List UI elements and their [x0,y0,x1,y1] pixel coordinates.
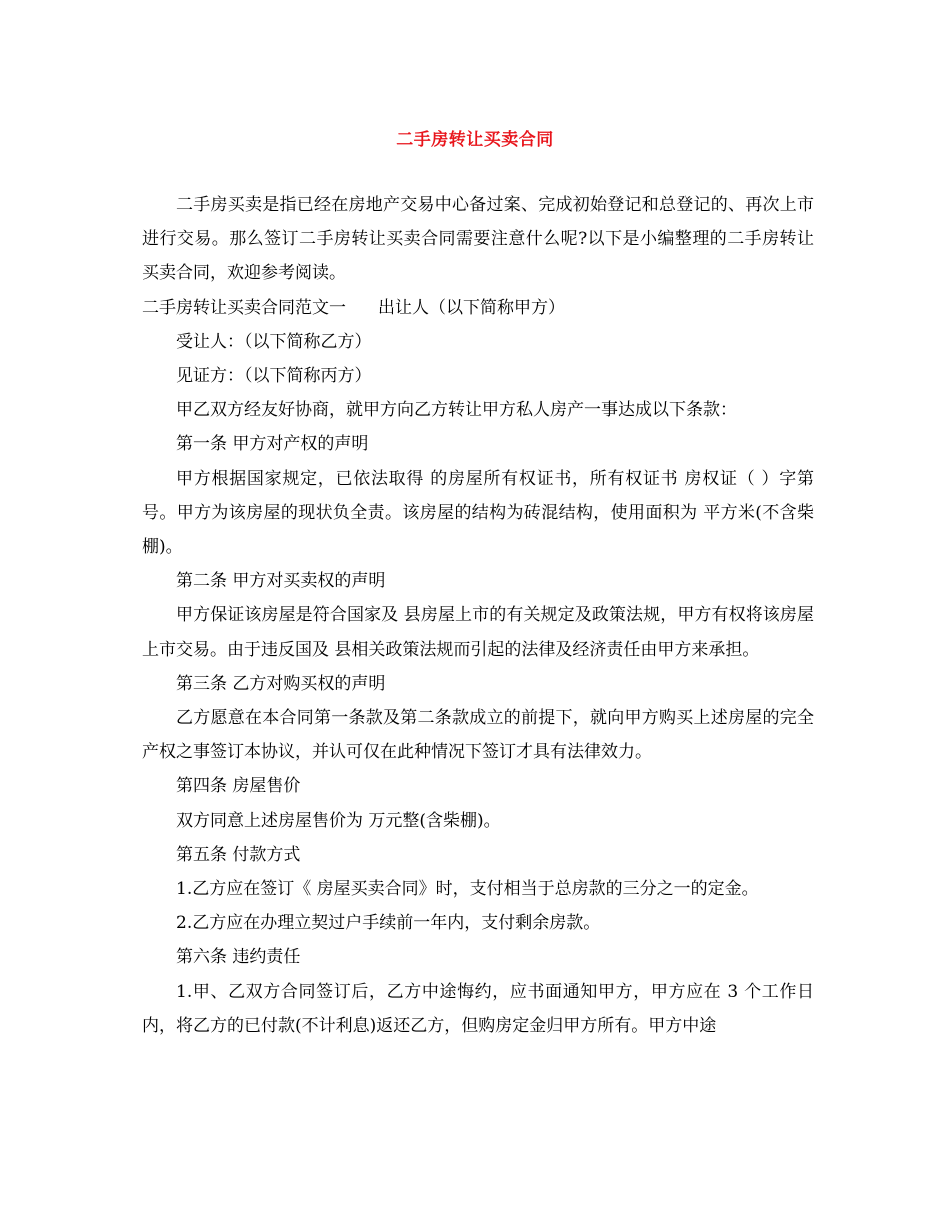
article-2-heading: 第二条 甲方对买卖权的声明 [176,571,386,592]
article-6-item-1: 1.甲、乙双方合同签订后，乙方中途悔约，应书面通知甲方，甲方应在 3 个工作日内，将乙方的已付款(不计利息)返还乙方，但购房定金归甲方所有。甲方中途 [142,981,814,1036]
sample-heading-line [142,291,814,325]
article-1-heading: 第一条 甲方对产权的声明 [176,434,369,455]
article-5-heading: 第五条 付款方式 [176,844,301,865]
article-4-heading: 第四条 房屋售价 [176,776,301,797]
agreement-intro: 甲乙双方经友好协商，就甲方向乙方转让甲方私人房产一事达成以下条款： [176,400,737,421]
article-3-heading: 第三条 乙方对购买权的声明 [176,673,386,694]
transferor-line: 出让人（以下简称甲方） [378,297,565,318]
article-5-item-2: 2.乙方应在办理立契过户手续前一年内，支付剩余房款。 [176,913,601,934]
article-6-heading: 第六条 违约责任 [176,947,301,968]
document-body [142,188,814,1043]
intro-paragraph: 二手房买卖是指已经在房地产交易中心备过案、完成初始登记和总登记的、再次上市进行交易。那么签订二手房转让买卖合同需要注意什么呢?以下是小编整理的二手房转让买卖合同，欢迎参考阅读。 [142,195,814,284]
transferee-line: 受让人：（以下简称乙方） [176,331,372,352]
witness-line: 见证方：（以下简称丙方） [176,366,372,387]
article-2-text: 甲方保证该房屋是符合国家及 县房屋上市的有关规定及政策法规，甲方有权将该房屋上市交易。由于违反国及 县相关政策法规而引起的法律及经济责任由甲方来承担。 [142,605,814,660]
document-title: 二手房转让买卖合同 [396,130,554,150]
sample-heading: 二手房转让买卖合同范文一 [142,297,346,318]
article-1-text: 甲方根据国家规定，已依法取得 的房屋所有权证书，所有权证书 房权证（ ）字第 号。甲方为该房屋的现状负全责。该房屋的结构为砖混结构，使用面积为 平方米(不含柴棚)。 [142,468,814,558]
article-5-item-1: 1.乙方应在签订《 房屋买卖合同》时，支付相当于总房款的三分之一的定金。 [176,879,759,900]
article-3-text: 乙方愿意在本合同第一条款及第二条款成立的前提下，就向甲方购买上述房屋的完全产权之事签订本协议，并认可仅在此种情况下签订才具有法律效力。 [142,708,814,763]
article-4-text: 双方同意上述房屋售价为 万元整(含柴棚)。 [176,810,501,831]
